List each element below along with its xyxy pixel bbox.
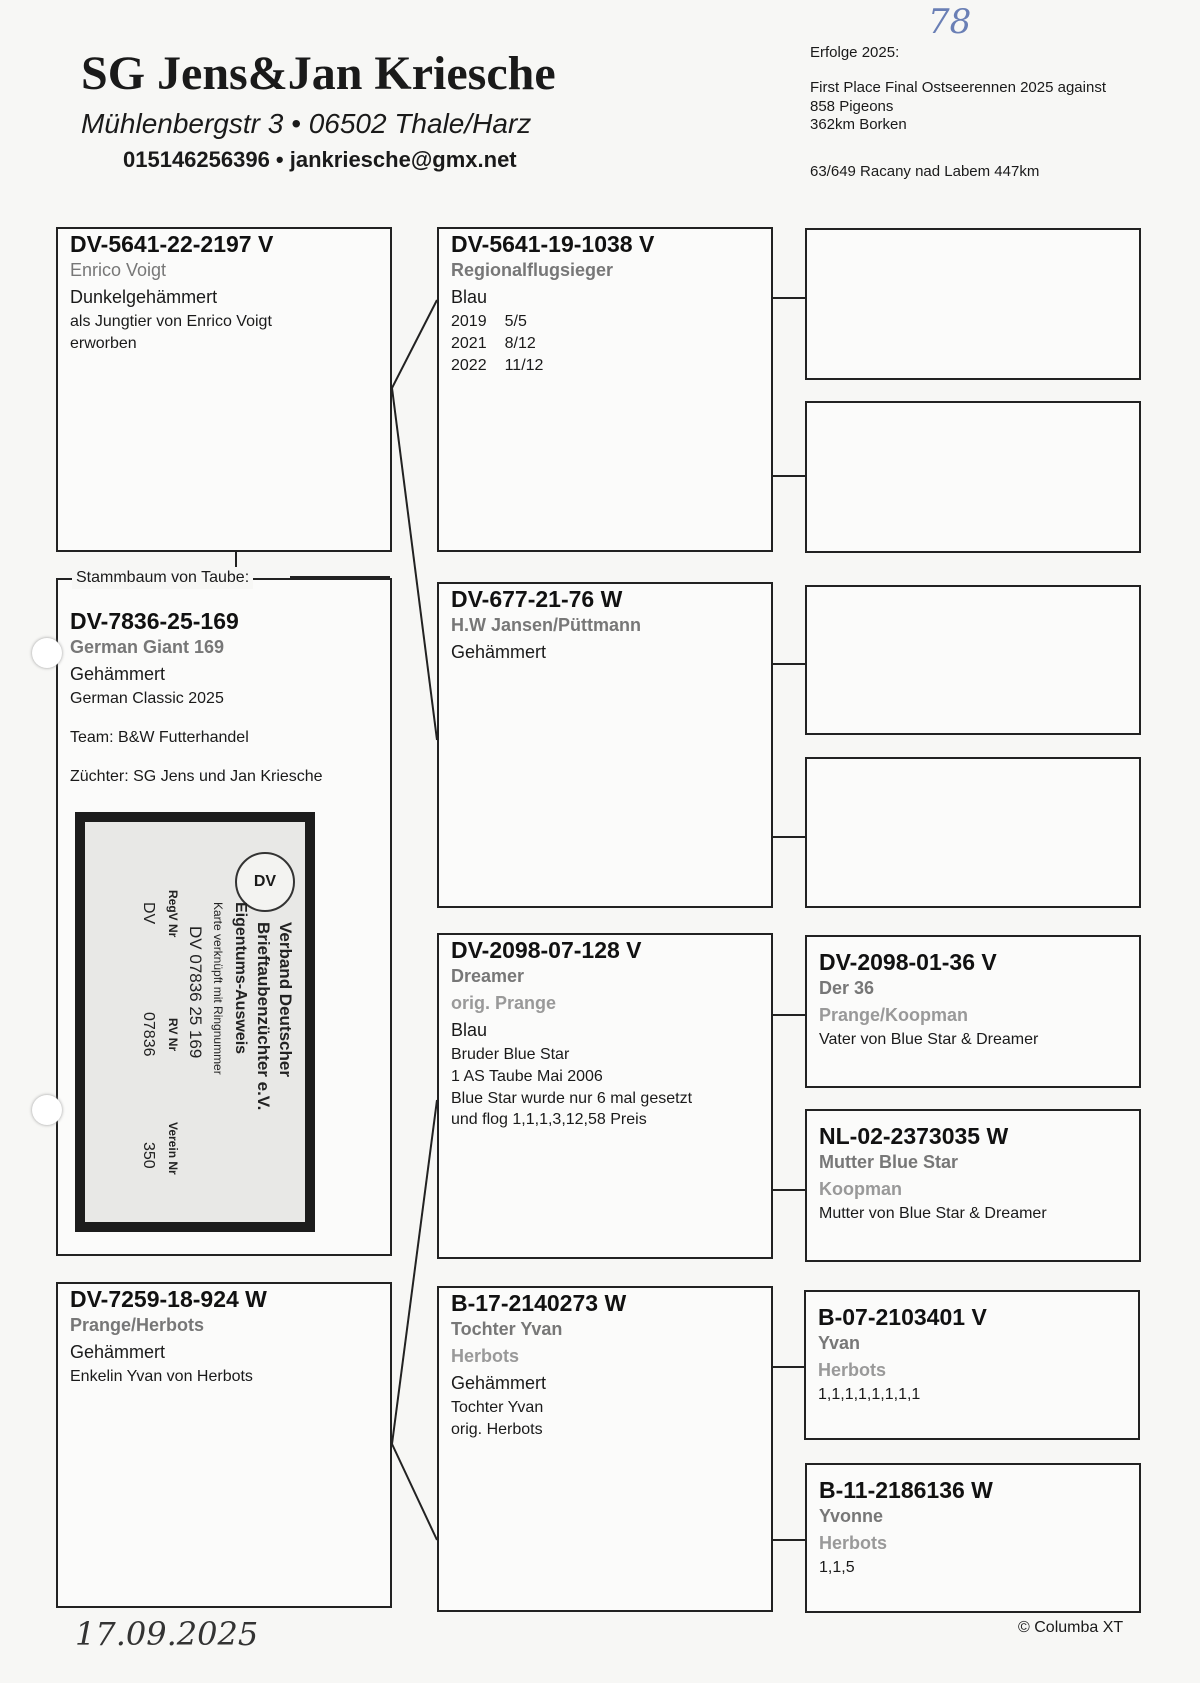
mmm-name: Yvonne xyxy=(819,1506,884,1527)
subject-name: German Giant 169 xyxy=(70,637,225,658)
mother-box xyxy=(56,1282,392,1608)
result-year: 2019 xyxy=(451,313,487,331)
ggp-box-mff xyxy=(805,935,1141,1088)
mf-note: und flog 1,1,1,3,12,58 Preis xyxy=(451,1111,647,1129)
father-color: Dunkelgehämmert xyxy=(70,287,218,308)
card-ring: DV 07836 25 169 xyxy=(186,926,205,1059)
mf-note: Blue Star wurde nur 6 mal gesetzt xyxy=(451,1089,693,1107)
card-org2: Brieftaubenzüchter e.V. xyxy=(254,922,273,1111)
fm-color: Gehämmert xyxy=(451,642,547,663)
breeder-contact: 015146256396 • jankriesche@gmx.net xyxy=(123,147,517,172)
binder-hole xyxy=(32,1095,62,1125)
ff-color: Blau xyxy=(451,287,488,308)
mf-color: Blau xyxy=(451,1020,488,1041)
grandmother-paternal-box xyxy=(437,582,773,908)
result-year: 2022 xyxy=(451,356,487,374)
mmm-ring: B-11-2186136 W xyxy=(819,1477,993,1503)
mf-note: 1 AS Taube Mai 2006 xyxy=(451,1068,603,1086)
mmf-ring: B-07-2103401 V xyxy=(818,1304,987,1330)
father-ring: DV-5641-22-2197 V xyxy=(70,231,274,257)
fm-ring: DV-677-21-76 W xyxy=(451,586,623,612)
mf-name2: orig. Prange xyxy=(451,993,557,1014)
mother-ring: DV-7259-18-924 W xyxy=(70,1286,267,1312)
vdb-logo-icon: DV xyxy=(235,852,295,912)
card-rv-label: RV Nr xyxy=(166,1018,180,1052)
mfm-ring: NL-02-2373035 W xyxy=(819,1123,1009,1149)
ff-name: Regionalflugsieger xyxy=(451,260,614,281)
mfm-name: Mutter Blue Star xyxy=(819,1152,959,1173)
erfolge-heading: Erfolge 2025: xyxy=(810,44,900,61)
table-row xyxy=(451,333,561,355)
subject-breeder: Züchter: SG Jens und Jan Kriesche xyxy=(70,767,323,785)
mother-color: Gehämmert xyxy=(70,1342,166,1363)
father-note: erworben xyxy=(70,335,137,353)
father-note: als Jungtier von Enrico Voigt xyxy=(70,313,272,331)
mff-ring: DV-2098-01-36 V xyxy=(819,949,997,975)
mm-note: orig. Herbots xyxy=(451,1421,543,1439)
ggp-box-mfm xyxy=(805,1109,1141,1262)
binder-hole xyxy=(32,638,62,668)
mother-note: Enkelin Yvan von Herbots xyxy=(70,1368,253,1386)
mf-name: Dreamer xyxy=(451,966,525,987)
ggp-box-mmf xyxy=(804,1290,1140,1440)
ggp-box-mmm xyxy=(805,1463,1141,1613)
father-box xyxy=(56,227,392,552)
result-value: 5/5 xyxy=(504,313,527,331)
ownership-card xyxy=(75,812,315,1232)
mfm-note: Mutter von Blue Star & Dreamer xyxy=(819,1205,1047,1223)
mff-note: Vater von Blue Star & Dreamer xyxy=(819,1031,1039,1049)
fm-name: H.W Jansen/Püttmann xyxy=(451,615,642,636)
breeder-title: SG Jens&Jan Kriesche xyxy=(81,47,556,100)
grandfather-paternal-box xyxy=(437,227,773,552)
card-regv: DV xyxy=(140,902,157,925)
ggp-box-empty xyxy=(805,228,1141,380)
mmf-name2: Herbots xyxy=(818,1360,887,1381)
mother-name: Prange/Herbots xyxy=(70,1315,205,1336)
mmm-note: 1,1,5 xyxy=(819,1559,855,1577)
card-rv: 07836 xyxy=(140,1012,157,1057)
ggp-box-empty xyxy=(805,757,1141,908)
subject-color: Gehämmert xyxy=(70,664,166,685)
mf-ring: DV-2098-07-128 V xyxy=(451,937,642,963)
mf-note: Bruder Blue Star xyxy=(451,1046,570,1064)
card-verein: 350 xyxy=(140,1142,157,1169)
erfolge-line: 63/649 Racany nad Labem 447km xyxy=(810,163,1040,180)
subject-ring: DV-7836-25-169 xyxy=(70,608,239,634)
card-org1: Verband Deutscher xyxy=(276,922,295,1077)
erfolge-line: 362km Borken xyxy=(810,116,907,134)
subject-team: Team: B&W Futterhandel xyxy=(70,729,249,747)
card-regv-label: RegV Nr xyxy=(166,890,180,938)
mm-ring: B-17-2140273 W xyxy=(451,1290,627,1316)
ff-results-table xyxy=(451,311,561,376)
mfm-name2: Koopman xyxy=(819,1179,902,1200)
father-name: Enrico Voigt xyxy=(70,260,167,281)
mm-color: Gehämmert xyxy=(451,1373,547,1394)
breeder-address: Mühlenbergstr 3 • 06502 Thale/Harz xyxy=(81,108,532,139)
result-value: 11/12 xyxy=(504,356,544,374)
mff-name: Der 36 xyxy=(819,978,875,999)
mmf-name: Yvan xyxy=(818,1333,861,1354)
result-value: 8/12 xyxy=(504,335,536,353)
erfolge-block xyxy=(810,44,1106,182)
mff-name2: Prange/Koopman xyxy=(819,1005,969,1026)
grandmother-maternal-box xyxy=(437,1286,773,1612)
mm-name2: Herbots xyxy=(451,1346,520,1367)
page-mark: 78 xyxy=(928,2,972,42)
card-linked: Karte verknüpft mit Ringnummer xyxy=(211,902,225,1075)
erfolge-line: First Place Final Ostseerennen 2025 against xyxy=(810,78,1106,96)
card-doc-title: Eigentums-Ausweis xyxy=(232,902,249,1055)
card-verein-label: Verein Nr xyxy=(166,1122,180,1175)
mm-note: Tochter Yvan xyxy=(451,1399,544,1417)
erfolge-line: 858 Pigeons xyxy=(810,97,894,115)
subject-event: German Classic 2025 xyxy=(70,690,224,708)
result-year: 2021 xyxy=(451,335,487,353)
table-row xyxy=(451,311,561,333)
grandfather-maternal-box xyxy=(437,933,773,1259)
mmf-note: 1,1,1,1,1,1,1,1 xyxy=(818,1386,921,1404)
subject-label: Stammbaum von Taube: xyxy=(72,567,253,589)
copyright: © Columba XT xyxy=(1018,1619,1124,1636)
handwritten-date: 17.09.2025 xyxy=(75,1615,259,1653)
mmm-name2: Herbots xyxy=(819,1533,888,1554)
ggp-box-empty xyxy=(805,585,1141,735)
ggp-box-empty xyxy=(805,401,1141,553)
ff-ring: DV-5641-19-1038 V xyxy=(451,231,655,257)
table-row xyxy=(451,355,561,377)
mm-name: Tochter Yvan xyxy=(451,1319,563,1340)
ownership-card-face xyxy=(85,822,305,1222)
